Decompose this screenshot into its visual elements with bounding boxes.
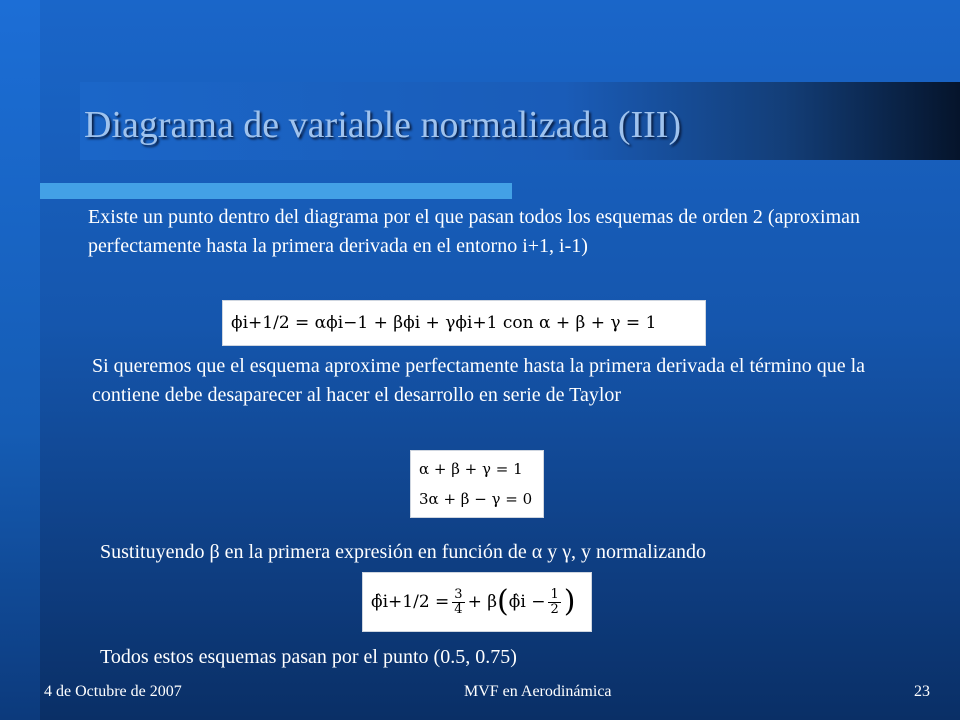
footer-title: MVF en Aerodinámica [464, 683, 612, 700]
equation-system [410, 450, 544, 518]
slide-title: Diagrama de variable normalizada (III) [84, 104, 682, 146]
equation-normalizada [362, 572, 592, 632]
fraction-one-half [548, 588, 560, 617]
left-decorative-strip [0, 0, 40, 720]
footer-page-number: 23 [914, 683, 930, 700]
fraction-numerator: 3 [454, 586, 463, 602]
equation-system-line-2: 3α + β − γ = 0 [419, 490, 533, 508]
paragraph-punto-fijo: Todos estos esquemas pasan por el punto (0.5, 0.75) [100, 646, 517, 668]
equation-normalizada-beta: + β [467, 592, 498, 612]
paragraph-taylor: Si queremos que el esquema aproxime perfectamente hasta la primera derivada el término que la contiene debe desaparecer al hacer el desarrollo en serie de Taylor [92, 355, 866, 406]
fraction-denominator: 2 [550, 601, 559, 617]
right-paren-icon: ) [563, 584, 576, 619]
footer-date: 4 de Octubre de 2007 [44, 683, 182, 700]
equation-normalizada-lhs: ϕ̂i+1/2 = [371, 592, 450, 612]
equation-normalizada-inner: ϕ̂i − [508, 592, 546, 612]
accent-bar [40, 183, 512, 199]
paragraph-punto-comun: Existe un punto dentro del diagrama por el que pasan todos los esquemas de orden 2 (aproximan perfectamente hasta la primera derivada en el entorno i+1, i-1) [88, 206, 861, 257]
left-paren-icon: ( [497, 584, 509, 619]
equation-system-line-1: α + β + γ = 1 [419, 460, 523, 478]
paragraph-sustituyendo: Sustituyendo β en la primera expresión en función de α y γ, y normalizando [100, 541, 707, 563]
fraction-numerator: 1 [550, 586, 559, 602]
equation-esquema-general [222, 300, 706, 346]
equation-esquema-general-text: ϕi+1/2 = αϕi−1 + βϕi + γϕi+1 con α + β + γ = 1 [231, 313, 657, 333]
fraction-denominator: 4 [454, 601, 463, 617]
fraction-three-quarters [452, 588, 464, 617]
